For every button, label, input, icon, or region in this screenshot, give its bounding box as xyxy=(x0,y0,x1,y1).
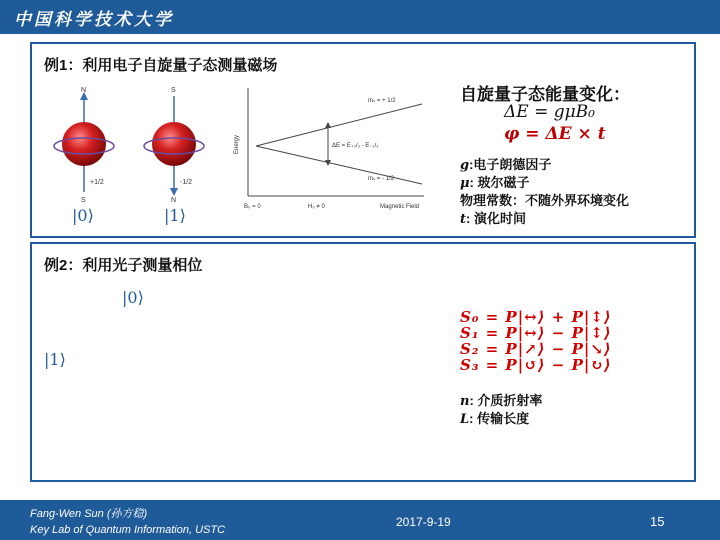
note-constants-text: 物理常数：不随外界环境变化 xyxy=(460,193,630,208)
phase-formula: φ = ΔE × t xyxy=(504,124,606,144)
note-g-text: :电子朗德因子 xyxy=(469,157,552,172)
stokes-s0: S₀ = P|↔⟩ + P|↕⟩ xyxy=(460,308,612,326)
example2-panel xyxy=(30,242,696,482)
photon-ket-one: |1⟩ xyxy=(44,350,66,369)
photon-ket-zero: |0⟩ xyxy=(122,288,144,307)
spin-down-north-label: S xyxy=(171,87,176,94)
example1-panel xyxy=(30,42,696,238)
spin-up-north-label: N xyxy=(81,87,87,94)
page-number: 15 xyxy=(650,514,665,529)
note-constants xyxy=(460,190,629,209)
note-n xyxy=(460,390,542,409)
note-l-symbol: L xyxy=(460,412,470,427)
magnetic-field-axis-label: Magnetic Field xyxy=(380,204,420,210)
spin-down-electron xyxy=(144,96,204,196)
header-bar xyxy=(0,0,720,34)
upper-level-label: mₛ = + 1/2 xyxy=(368,98,396,104)
spin-up-value: +1/2 xyxy=(90,179,104,186)
note-mu xyxy=(460,172,529,191)
stokes-s1: S₁ = P|↔⟩ − P|↕⟩ xyxy=(460,324,612,342)
energy-formula: ΔE = gμB₀ xyxy=(504,102,595,122)
energy-axis-label: Energy xyxy=(234,134,240,154)
spin-up-electron xyxy=(54,92,114,192)
ket-zero-label: |0⟩ xyxy=(72,206,94,225)
note-n-symbol: n xyxy=(460,394,470,409)
lab-name: Key Lab of Quantum Information, USTC xyxy=(30,524,226,536)
lower-level-label: mₛ = - 1/2 xyxy=(368,176,395,182)
author-name: Fang-Wen Sun (孙方稳) xyxy=(30,508,148,520)
delta-e-label: ΔE = E₊₁/₂ - E₋₁/₂ xyxy=(332,143,379,149)
footer-date: 2017-9-19 xyxy=(396,515,451,529)
note-t-symbol: t xyxy=(460,212,467,227)
note-t xyxy=(460,208,526,227)
stokes-s3: S₃ = P|↺⟩ − P|↻⟩ xyxy=(460,356,612,374)
b0-zero-label: B₀ = 0 xyxy=(244,204,261,210)
note-t-text: : 演化时间 xyxy=(466,211,526,226)
ket-one-label: |1⟩ xyxy=(164,206,186,225)
note-g-symbol: g xyxy=(460,158,470,173)
spin-down-value: -1/2 xyxy=(180,179,193,186)
note-l-text: : 传输长度 xyxy=(469,411,530,426)
note-g xyxy=(460,154,551,173)
stokes-s2: S₂ = P|↗⟩ − P|↘⟩ xyxy=(460,340,612,358)
example2-title: 例2：利用光子测量相位 xyxy=(44,257,203,274)
note-mu-symbol: μ xyxy=(460,176,470,191)
zeeman-splitting-diagram xyxy=(228,84,428,214)
example1-title: 例1：利用电子自旋量子态测量磁场 xyxy=(44,57,278,74)
note-l xyxy=(460,408,529,427)
b0-nonzero-label: H₀ ≠ 0 xyxy=(308,204,325,210)
spin-down-south-label: N xyxy=(171,197,177,204)
note-n-text: : 介质折射率 xyxy=(469,393,543,408)
energy-change-title: 自旋量子态能量变化： xyxy=(460,85,630,104)
university-logo: 中国科学技术大学 xyxy=(14,10,174,30)
footer-author xyxy=(30,506,225,538)
footer-bar xyxy=(0,500,720,540)
spin-up-south-label: S xyxy=(81,197,86,204)
note-mu-text: : 玻尔磁子 xyxy=(469,175,530,190)
